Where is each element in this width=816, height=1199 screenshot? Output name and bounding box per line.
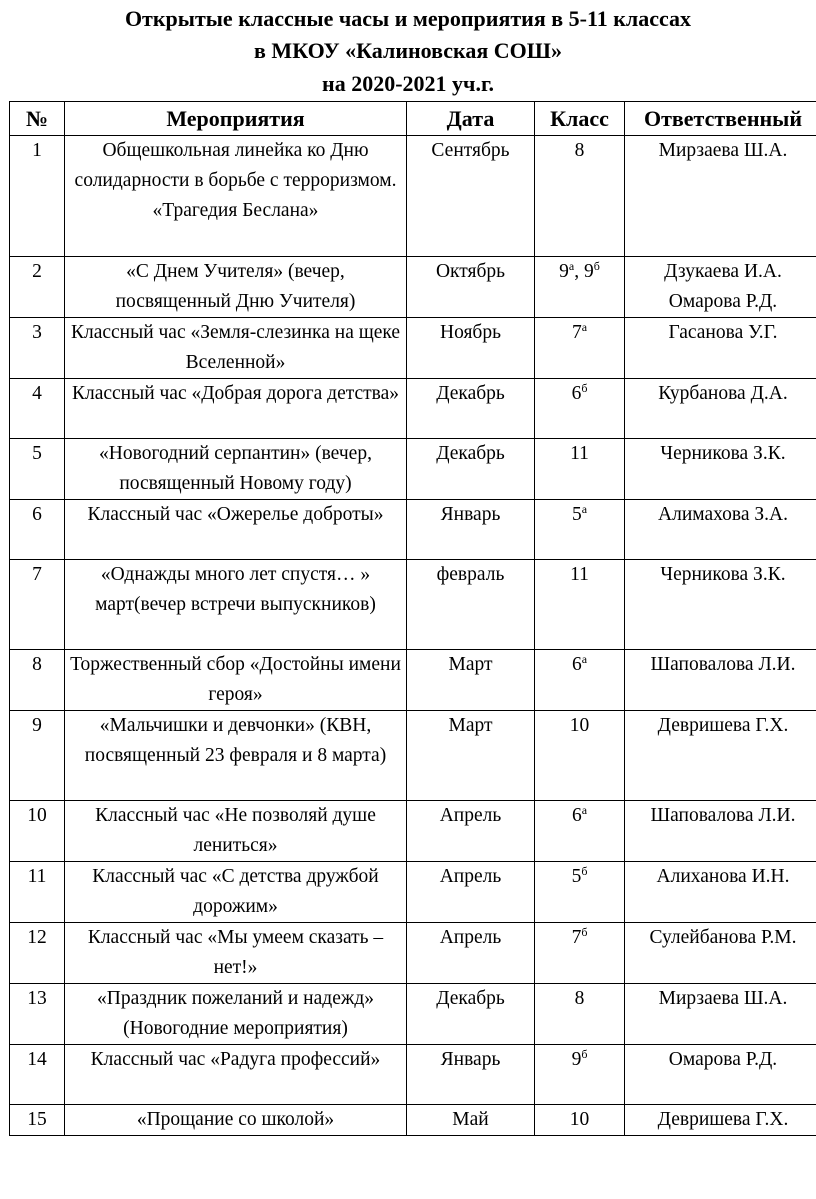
row-class — [535, 136, 625, 257]
responsible-name: Алиханова И.Н. — [656, 866, 790, 887]
row-class — [535, 257, 625, 318]
row-number: 8 — [10, 650, 65, 711]
row-class — [535, 923, 625, 984]
row-date: Апрель — [407, 862, 535, 923]
responsible-name: Мирзаева Ш.А. — [658, 988, 788, 1009]
row-event: Классный час «Ожерелье доброты» — [65, 500, 407, 560]
class-number: 7 — [571, 322, 582, 343]
row-responsible — [625, 500, 816, 560]
row-responsible — [625, 1105, 816, 1136]
row-class — [535, 1105, 625, 1136]
row-event: «Прощание со школой» — [65, 1105, 407, 1136]
row-event: «Новогодний серпантин» (вечер, посвященный Новому году) — [65, 439, 407, 500]
row-event: Классный час «Добрая дорога детства» — [65, 379, 407, 439]
row-number: 15 — [10, 1105, 65, 1136]
row-class — [535, 801, 625, 862]
row-date: Декабрь — [407, 984, 535, 1045]
table-header-row — [10, 102, 816, 136]
class-letter: а — [581, 803, 588, 817]
row-event: Классный час «Не позволяй душе лениться» — [65, 801, 407, 862]
row-date: февраль — [407, 560, 535, 650]
table-row — [10, 136, 816, 257]
row-number: 10 — [10, 801, 65, 862]
row-responsible — [625, 257, 816, 318]
class-number: 5 — [571, 504, 582, 525]
row-event: «Праздник пожеланий и надежд» (Новогодние мероприятия) — [65, 984, 407, 1045]
events-table — [9, 101, 816, 1136]
row-date: Январь — [407, 500, 535, 560]
class-number: 7 — [571, 927, 582, 948]
row-responsible — [625, 650, 816, 711]
header-number: № — [10, 102, 65, 136]
class-number: 10 — [569, 715, 590, 736]
row-number: 6 — [10, 500, 65, 560]
row-event: Классный час «Радуга профессий» — [65, 1045, 407, 1105]
row-event: «С Днем Учителя» (вечер, посвященный Дню Учителя) — [65, 257, 407, 318]
class-number-2: , 9 — [574, 261, 594, 282]
row-class — [535, 500, 625, 560]
header-event: Мероприятия — [65, 102, 407, 136]
class-number: 6 — [571, 383, 582, 404]
row-class — [535, 984, 625, 1045]
table-row — [10, 500, 816, 560]
row-event: «Однажды много лет спустя… » март(вечер встречи выпускников) — [65, 560, 407, 650]
class-letter: а — [581, 320, 588, 334]
table-row — [10, 862, 816, 923]
responsible-name: Девришева Г.Х. — [657, 1109, 789, 1130]
row-date: Ноябрь — [407, 318, 535, 379]
responsible-name: Черникова З.К. — [660, 564, 786, 585]
responsible-name: Шаповалова Л.И. — [650, 805, 796, 826]
table-row — [10, 1045, 816, 1105]
row-responsible — [625, 801, 816, 862]
row-number: 14 — [10, 1045, 65, 1105]
row-class — [535, 439, 625, 500]
row-date: Апрель — [407, 801, 535, 862]
class-letter: б — [581, 864, 588, 878]
row-number: 4 — [10, 379, 65, 439]
responsible-name: Курбанова Д.А. — [658, 383, 788, 404]
header-responsible: Ответственный — [625, 102, 816, 136]
class-number: 6 — [571, 654, 582, 675]
responsible-name: Алимахова З.А. — [658, 504, 788, 525]
row-date: Май — [407, 1105, 535, 1136]
row-class — [535, 862, 625, 923]
row-class — [535, 379, 625, 439]
class-letter: а — [581, 652, 588, 666]
row-class — [535, 318, 625, 379]
document-title-line-1: Открытые классные часы и мероприятия в 5-11 классах — [124, 6, 692, 31]
row-number: 1 — [10, 136, 65, 257]
table-row — [10, 560, 816, 650]
row-responsible — [625, 379, 816, 439]
row-date: Апрель — [407, 923, 535, 984]
table-row — [10, 379, 816, 439]
row-responsible — [625, 560, 816, 650]
document-title-line-3: на 2020-2021 уч.г. — [322, 71, 494, 96]
row-number: 3 — [10, 318, 65, 379]
responsible-name: Девришева Г.Х. — [657, 715, 789, 736]
row-number: 2 — [10, 257, 65, 318]
responsible-name: Черникова З.К. — [660, 443, 786, 464]
row-date: Январь — [407, 1045, 535, 1105]
row-number: 13 — [10, 984, 65, 1045]
row-event: «Мальчишки и девчонки» (КВН, посвященный 23 февраля и 8 марта) — [65, 711, 407, 801]
class-number: 10 — [569, 1109, 590, 1130]
row-number: 7 — [10, 560, 65, 650]
responsible-name-2: Омарова Р.Д. — [668, 291, 778, 312]
class-letter: б — [581, 381, 588, 395]
row-date: Декабрь — [407, 379, 535, 439]
row-responsible — [625, 1045, 816, 1105]
document-title-line-2: в МКОУ «Калиновская СОШ» — [254, 38, 562, 63]
responsible-name: Дзукаева И.А. — [664, 261, 782, 282]
class-number: 6 — [571, 805, 582, 826]
class-number: 5 — [571, 866, 582, 887]
class-letter-2: б — [593, 259, 600, 273]
row-number: 11 — [10, 862, 65, 923]
row-responsible — [625, 136, 816, 257]
row-number: 5 — [10, 439, 65, 500]
row-date: Март — [407, 650, 535, 711]
responsible-name: Шаповалова Л.И. — [650, 654, 796, 675]
row-class — [535, 560, 625, 650]
row-responsible — [625, 318, 816, 379]
row-date: Март — [407, 711, 535, 801]
row-responsible — [625, 711, 816, 801]
class-letter: а — [568, 259, 575, 273]
table-row — [10, 984, 816, 1045]
class-number: 11 — [570, 564, 589, 585]
class-letter: б — [581, 925, 588, 939]
table-row — [10, 1105, 816, 1136]
row-date: Декабрь — [407, 439, 535, 500]
class-number: 9 — [559, 261, 569, 282]
row-event: Общешкольная линейка ко Дню солидарности в борьбе с терроризмом. «Трагедия Беслана» — [65, 136, 407, 257]
table-row — [10, 711, 816, 801]
header-date: Дата — [407, 102, 535, 136]
class-number: 9 — [571, 1049, 582, 1070]
responsible-name: Омарова Р.Д. — [668, 1049, 778, 1070]
class-number: 8 — [574, 140, 585, 161]
row-number: 9 — [10, 711, 65, 801]
table-row — [10, 801, 816, 862]
class-letter: а — [581, 502, 588, 516]
row-event: Торжественный сбор «Достойны имени героя» — [65, 650, 407, 711]
row-date: Сентябрь — [407, 136, 535, 257]
responsible-name: Мирзаева Ш.А. — [658, 140, 788, 161]
header-class: Класс — [535, 102, 625, 136]
row-responsible — [625, 439, 816, 500]
row-class — [535, 1045, 625, 1105]
table-row — [10, 257, 816, 318]
table-row — [10, 923, 816, 984]
row-responsible — [625, 984, 816, 1045]
row-class — [535, 711, 625, 801]
row-class — [535, 650, 625, 711]
table-row — [10, 318, 816, 379]
table-row — [10, 650, 816, 711]
row-event: Классный час «С детства дружбой дорожим» — [65, 862, 407, 923]
table-row — [10, 439, 816, 500]
responsible-name: Гасанова У.Г. — [668, 322, 778, 343]
row-responsible — [625, 923, 816, 984]
responsible-name: Сулейбанова Р.М. — [649, 927, 797, 948]
class-number: 8 — [574, 988, 585, 1009]
row-responsible — [625, 862, 816, 923]
class-letter: б — [581, 1047, 588, 1061]
row-number: 12 — [10, 923, 65, 984]
row-event: Классный час «Земля-слезинка на щеке Вселенной» — [65, 318, 407, 379]
row-event: Классный час «Мы умеем сказать – нет!» — [65, 923, 407, 984]
class-number: 11 — [570, 443, 589, 464]
row-date: Октябрь — [407, 257, 535, 318]
